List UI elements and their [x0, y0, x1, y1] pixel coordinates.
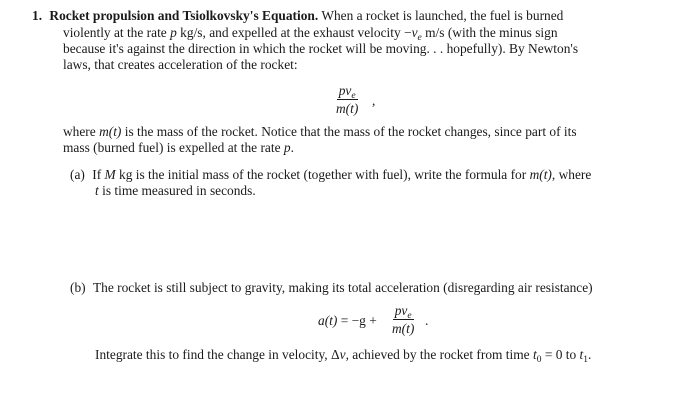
- equation-1-comma: ,: [372, 93, 376, 108]
- part-a-line-2: t is time measured in seconds.: [95, 183, 256, 198]
- total-acceleration-fraction: $pv_e$ m(t): [392, 303, 415, 336]
- after-line-2: mass (burned fuel) is expelled at the rate p.: [63, 140, 294, 155]
- part-b-line-1: (b) The rocket is still subject to gravity, making its total acceleration (disregarding air resistance): [70, 280, 593, 295]
- intro-line-1-text: When a rocket is launched, the fuel is burned: [321, 8, 564, 23]
- intro-line-3: because it's against the direction in which the rocket will be moving. . . hopefully). By Newton's: [63, 41, 579, 56]
- problem-title: Rocket propulsion and Tsiolkovsky's Equation.: [49, 8, 319, 23]
- part-a-label: (a): [70, 167, 85, 182]
- part-b-line-3: Integrate this to find the change in velocity, Δv, achieved by the rocket from time $t_0 = 0$ to $t_1$.: [95, 347, 592, 365]
- problem-line-1: [32, 8, 563, 25]
- part-a-line-1: (a) If M kg is the initial mass of the rocket (together with fuel), write the formula for m(t), where: [70, 167, 592, 182]
- part-b-label: (b): [70, 280, 86, 295]
- problem-number: 1.: [32, 8, 43, 23]
- intro-line-4: laws, that creates acceleration of the rocket:: [63, 57, 298, 72]
- equation-2-lhs: a(t) = −g +: [318, 313, 377, 328]
- after-line-1: where m(t) is the mass of the rocket. Notice that the mass of the rocket changes, since part of its: [63, 124, 577, 139]
- acceleration-fraction: $pv_e$ m(t): [336, 83, 359, 116]
- equation-2-period: .: [425, 313, 429, 328]
- intro-line-2: violently at the rate p kg/s, and expelled at the exhaust velocity $-v_e$ m/s (with the minus sign: [63, 25, 558, 43]
